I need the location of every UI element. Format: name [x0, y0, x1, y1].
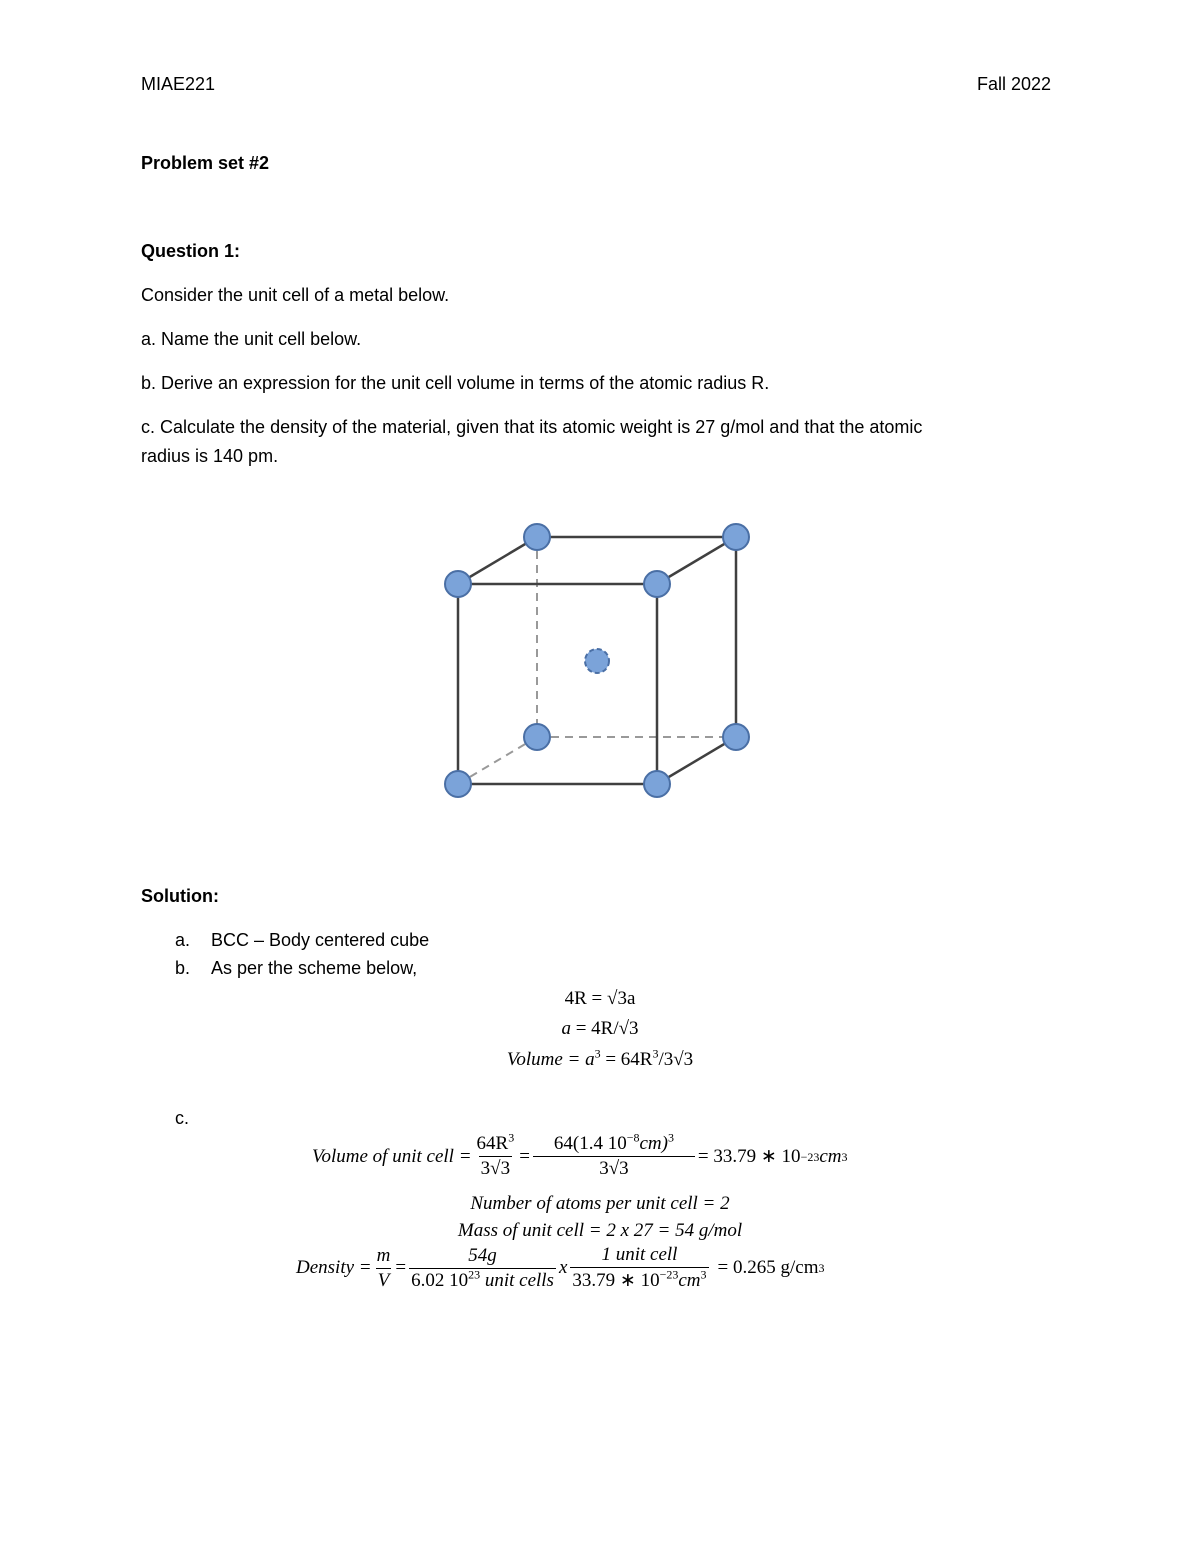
vol-f2-num-end: cm): [639, 1133, 668, 1154]
corner-atom-back-top-right: [723, 524, 749, 550]
dens-result: = 0.265 g/cm: [717, 1257, 819, 1278]
eq3-end: /3√3: [658, 1049, 694, 1070]
dens-f2-den-b: unit cells: [480, 1269, 554, 1291]
vol-f1-num: 64R: [476, 1133, 509, 1154]
eq1-lhs: 4R: [564, 988, 587, 1009]
vol-f1-den: 3√3: [480, 1158, 511, 1179]
vol-result: = 33.79 ∗ 10: [697, 1146, 801, 1167]
eq3-lhs: Volume = a: [506, 1049, 595, 1070]
eq3-mid: = 64R: [600, 1049, 653, 1070]
corner-atom-front-top-right: [644, 571, 670, 597]
question-part-a: a. Name the unit cell below.: [141, 329, 362, 349]
vol-fraction-1: [475, 1130, 517, 1180]
question-part-c-line2: radius is 140 pm.: [141, 446, 279, 466]
vol-f2-num-exp: −8: [626, 1130, 640, 1145]
dens-f3-den-exp: −23: [659, 1267, 679, 1282]
corner-atom-back-bottom-right: [723, 724, 749, 750]
question-intro: Consider the unit cell of a metal below.: [141, 285, 450, 305]
question-heading: Question 1:: [141, 241, 241, 261]
dens-fraction-1: [375, 1245, 393, 1292]
vol-fraction-2: [533, 1130, 695, 1180]
dens-f1-num: m: [376, 1244, 391, 1266]
solution-heading: Solution:: [141, 886, 219, 906]
corner-atom-back-top-left: [524, 524, 550, 550]
dens-fraction-3: [570, 1244, 708, 1292]
vol-f2-exp: 3: [667, 1130, 674, 1145]
eq3-exp1: 3: [594, 1046, 601, 1061]
vol-label: Volume of unit cell =: [312, 1145, 472, 1167]
corner-atom-front-bottom-left: [445, 771, 471, 797]
vol-f1-exp: 3: [508, 1130, 515, 1145]
dens-times: x: [558, 1257, 568, 1278]
corner-atom-front-top-left: [445, 571, 471, 597]
corner-atom-front-bottom-right: [644, 771, 670, 797]
vol-equals: =: [519, 1145, 530, 1167]
dens-fraction-2: [409, 1245, 556, 1292]
solution-a-text: BCC – Body centered cube: [211, 930, 430, 950]
solution-b-text: As per the scheme below,: [211, 958, 418, 978]
equation-density: Density = $\frac{m}{V}$ = $\frac{54g}{6.02 10^{23} unit cells}$ x $\frac{\text{1 unit cell}}{33.79 ∗ 10^{-23}cm^3}$ = 0.265 g/cm 3: [296, 1244, 825, 1291]
equation-atoms-per-cell: Number of atoms per unit cell = 2: [470, 1193, 730, 1214]
solution-b-marker: b.: [175, 958, 191, 978]
dens-f2-den-exp: 23: [468, 1267, 481, 1282]
question-part-c-line1: c. Calculate the density of the material, given that its atomic weight is 27 g/mol and that the atomic: [141, 417, 923, 437]
question-part-b: b. Derive an expression for the unit cell volume in terms of the atomic radius R.: [141, 373, 770, 393]
page-title: Problem set #2: [141, 153, 270, 173]
course-code: MIAE221: [141, 74, 216, 94]
vol-f2-den: 3√3: [533, 1156, 695, 1180]
dens-f3-den-unit-exp: 3: [700, 1267, 707, 1282]
dens-f3-den-b: cm: [678, 1270, 701, 1291]
dens-equals: =: [395, 1257, 407, 1278]
eq1-rhs: = √3a: [591, 988, 636, 1009]
dens-f1-den: V: [377, 1269, 390, 1291]
vol-f2-num: 64(1.4 10: [553, 1133, 627, 1154]
solution-a-marker: a.: [175, 930, 191, 950]
term-label: Fall 2022: [977, 74, 1052, 94]
eq2-lhs: a: [561, 1018, 571, 1039]
solution-c-marker: c.: [175, 1108, 190, 1128]
eq2-rhs: = 4R/√3: [575, 1018, 639, 1039]
body-center-atom: [585, 649, 609, 673]
dens-label: Density =: [296, 1257, 372, 1278]
dens-f2-num: 54g: [468, 1244, 497, 1266]
equation-volume: [0, 1046, 1200, 1071]
eq3-exp2: 3: [652, 1046, 659, 1061]
vol-result-unit: cm: [819, 1145, 842, 1167]
equation-4r: [0, 988, 1200, 1010]
dens-f3-den-a: 33.79 ∗ 10: [572, 1270, 660, 1291]
dens-f3-num: 1 unit cell: [601, 1244, 678, 1265]
equation-a: [0, 1018, 1200, 1040]
equation-volume-of-unit-cell: Volume of unit cell = $\frac{64R^3}{3√3}$ = $\frac{64(1.4 10^{-8}cm)^3}{3√3}$ = 33.79 ∗ 10 −23 cm 3: [312, 1130, 848, 1179]
corner-atom-back-bottom-left: [524, 724, 550, 750]
dens-f2-den-a: 6.02 10: [411, 1269, 469, 1291]
equation-mass-of-cell: Mass of unit cell = 2 x 27 = 54 g/mol: [457, 1220, 743, 1241]
